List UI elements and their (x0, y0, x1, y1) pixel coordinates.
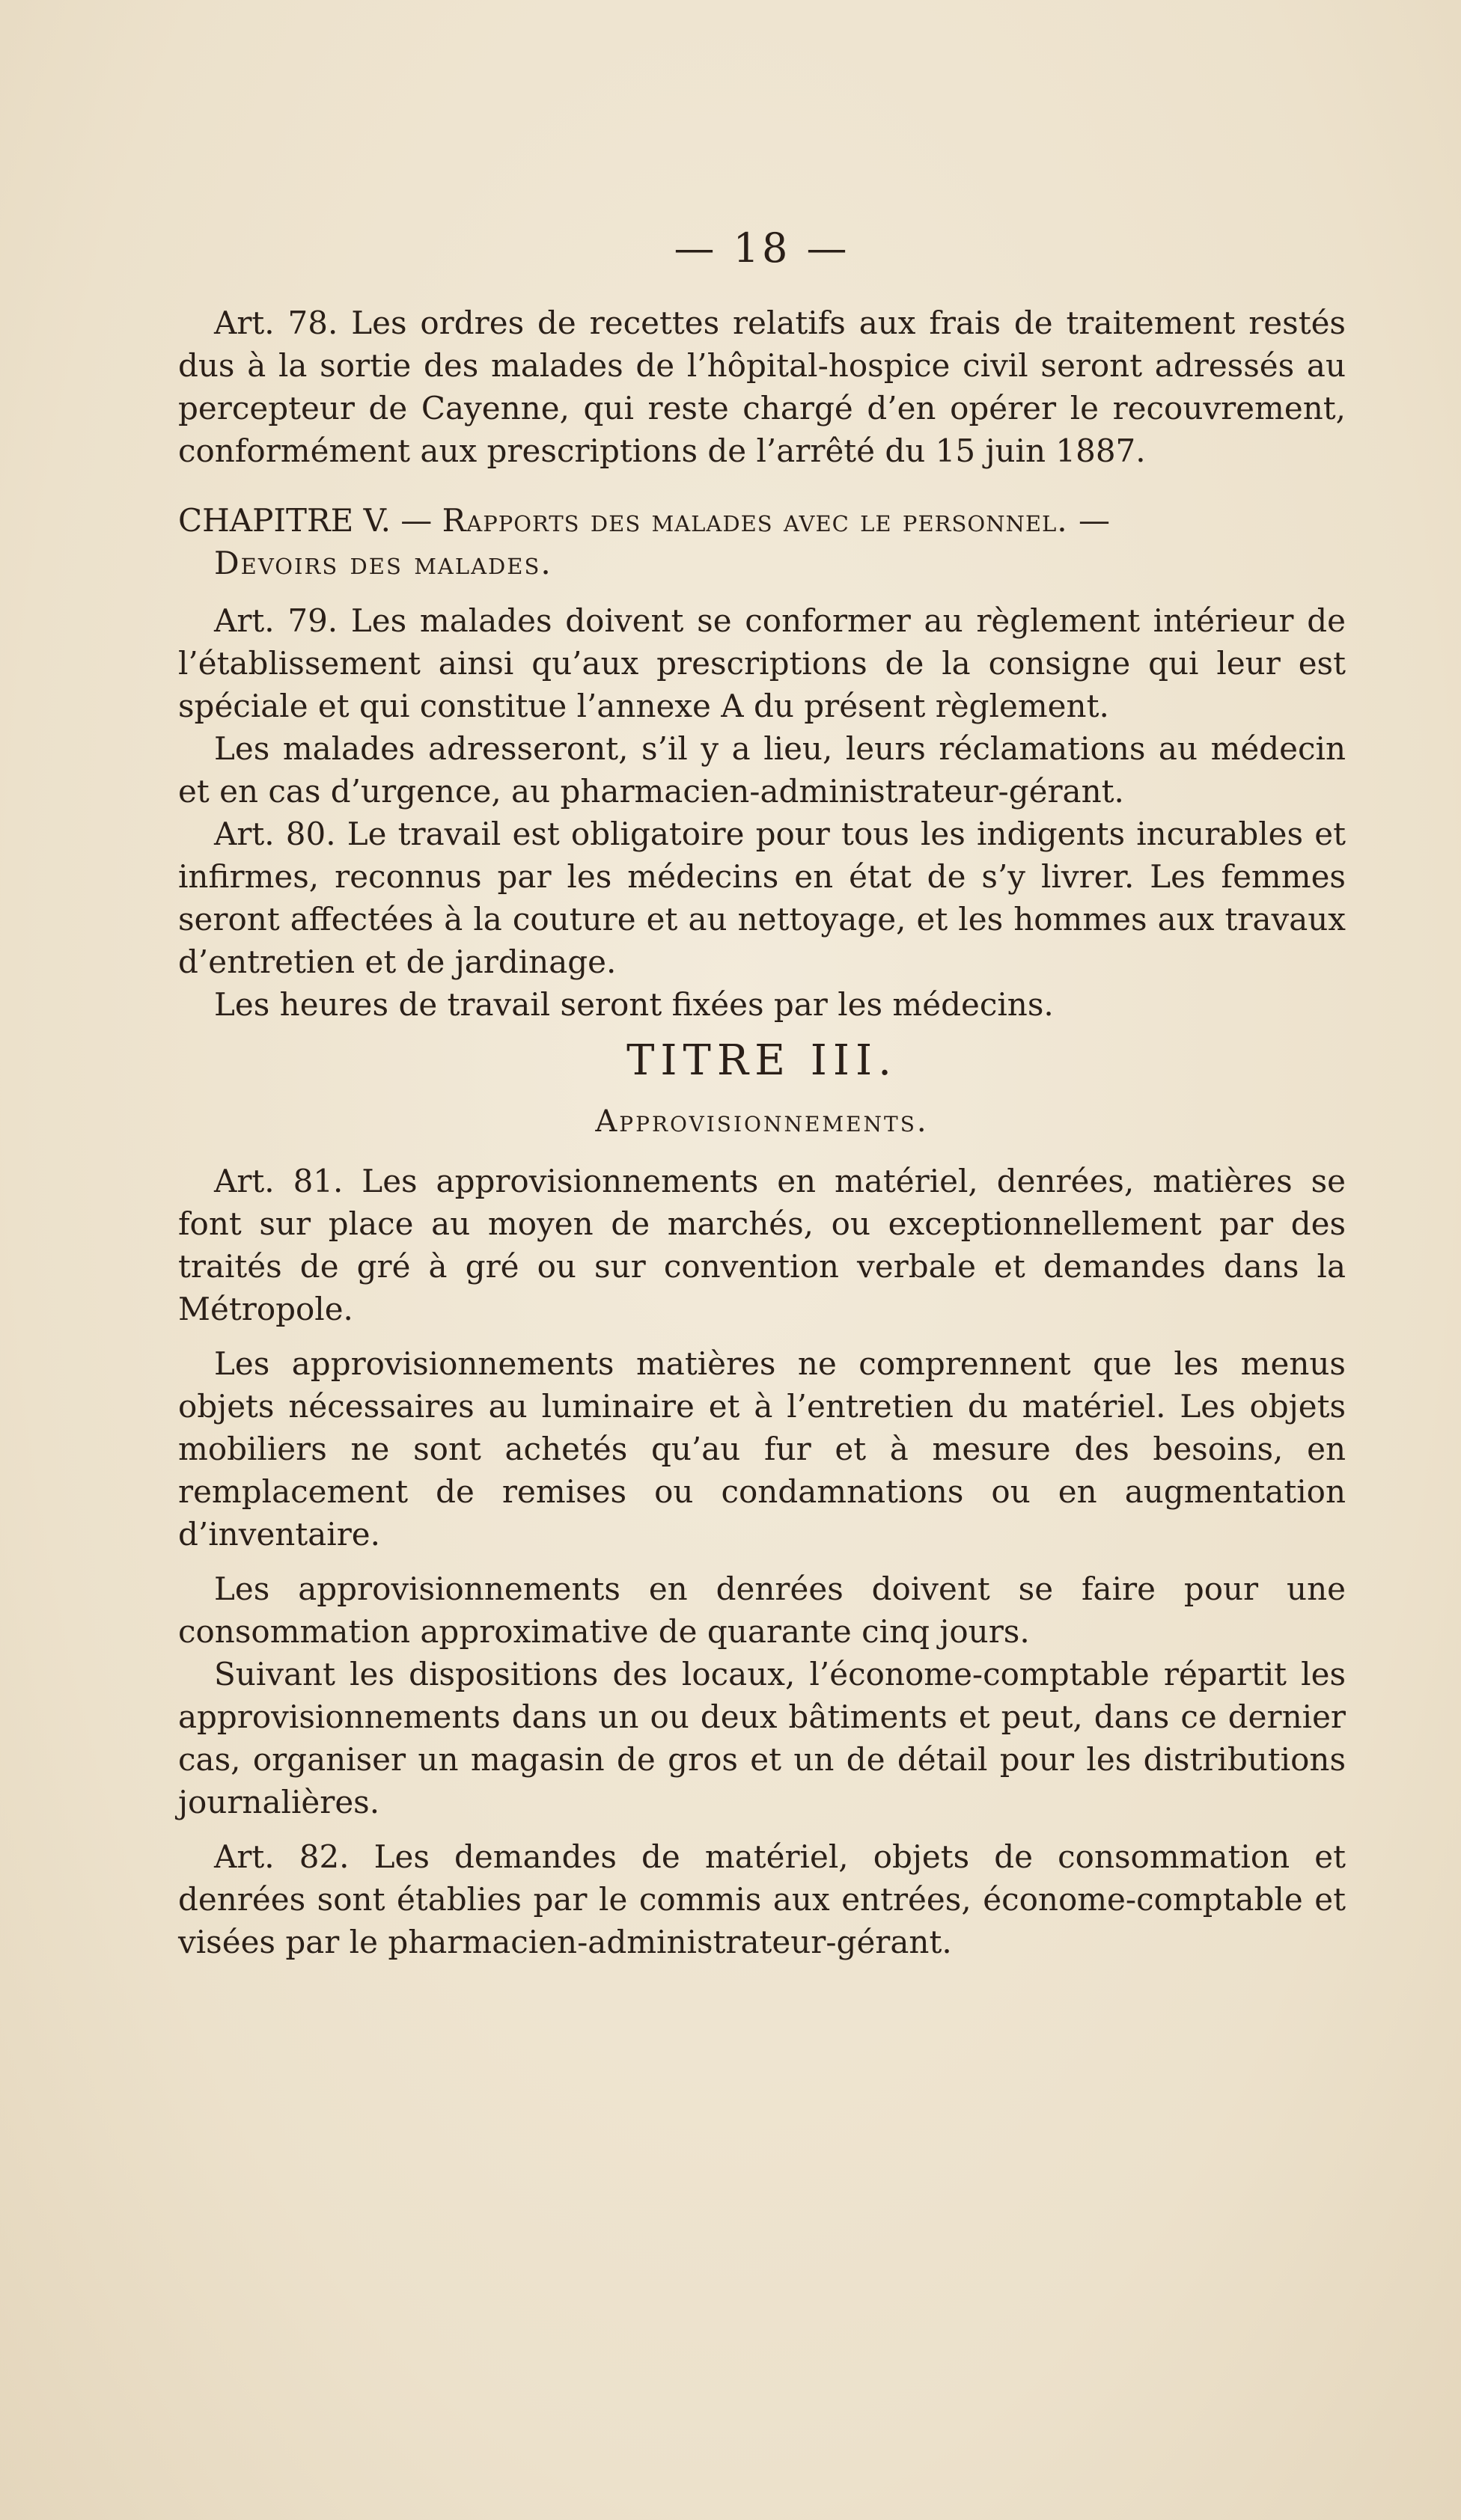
chapter-label: CHAPITRE V. — (178, 502, 433, 539)
chapter-subtitle: Devoirs des malades. (214, 545, 552, 581)
article-81-paragraph-4: Suivant les dispositions des locaux, l’économe-comptable répartit les approvisionnements dans un ou deux bâtiments et peut, dans ce dernier cas, organiser un magasin de gros et un de détail pour les distributions journalières. (178, 1656, 1346, 1820)
article-80: Art. 80. Le travail est obligatoire pour tous les indigents incurables et infirmes, reconnus par les médecins en état de s’y livrer. Les femmes seront affectées à la couture et au nettoyage, et les hommes aux travaux d’entretien et de jardinage. (178, 816, 1346, 980)
chapter-title: Rapports des malades avec le personnel. — (442, 502, 1111, 539)
article-78: Art. 78. Les ordres de recettes relatifs aux frais de traitement restés dus à la sortie des malades de l’hôpital-hospice civil seront adressés au percepteur de Cayenne, qui reste chargé d’en opérer le recouvrement, conformément aux prescriptions de l’arrêté du 15 juin 1887. (178, 305, 1346, 469)
article-82: Art. 82. Les demandes de matériel, objets de consommation et denrées sont établies par le commis aux entrées, économe-comptable et visées par le pharmacien-administrateur-gérant. (178, 1838, 1346, 1960)
article-80-paragraph-2: Les heures de travail seront fixées par les médecins. (214, 986, 1054, 1023)
article-81: Art. 81. Les approvisionnements en matériel, denrées, matières se font sur place au moyen de marchés, ou exceptionnellement par des traités de gré à gré ou sur convention verbale et demandes dans la Métropole. (178, 1163, 1346, 1327)
title-subheading: Approvisionnements. (595, 1104, 929, 1139)
chapter-heading (178, 499, 1346, 542)
article-79: Art. 79. Les malades doivent se conformer au règlement intérieur de l’établissement ainsi qu’aux prescriptions de la consigne qui leur est spéciale et qui constitue l’annexe A du présent règlement. (178, 602, 1346, 724)
page-text (178, 224, 1346, 1963)
article-81-paragraph-3: Les approvisionnements en denrées doivent se faire pour une consommation approximative de quarante cinq jours. (178, 1571, 1346, 1650)
article-79-paragraph-2: Les malades adresseront, s’il y a lieu, leurs réclamations au médecin et en cas d’urgence, au pharmacien-administrateur-gérant. (178, 730, 1346, 810)
article-81-paragraph-2: Les approvisionnements matières ne comprennent que les menus objets nécessaires au luminaire et à l’entretien du matériel. Les objets mobiliers ne sont achetés qu’au fur et à mesure des besoins, en remplacement de remises ou condamnations ou en augmentation d’inventaire. (178, 1345, 1346, 1553)
title-heading: TITRE III. (626, 1036, 897, 1085)
page-number: — 18 — (674, 224, 850, 272)
